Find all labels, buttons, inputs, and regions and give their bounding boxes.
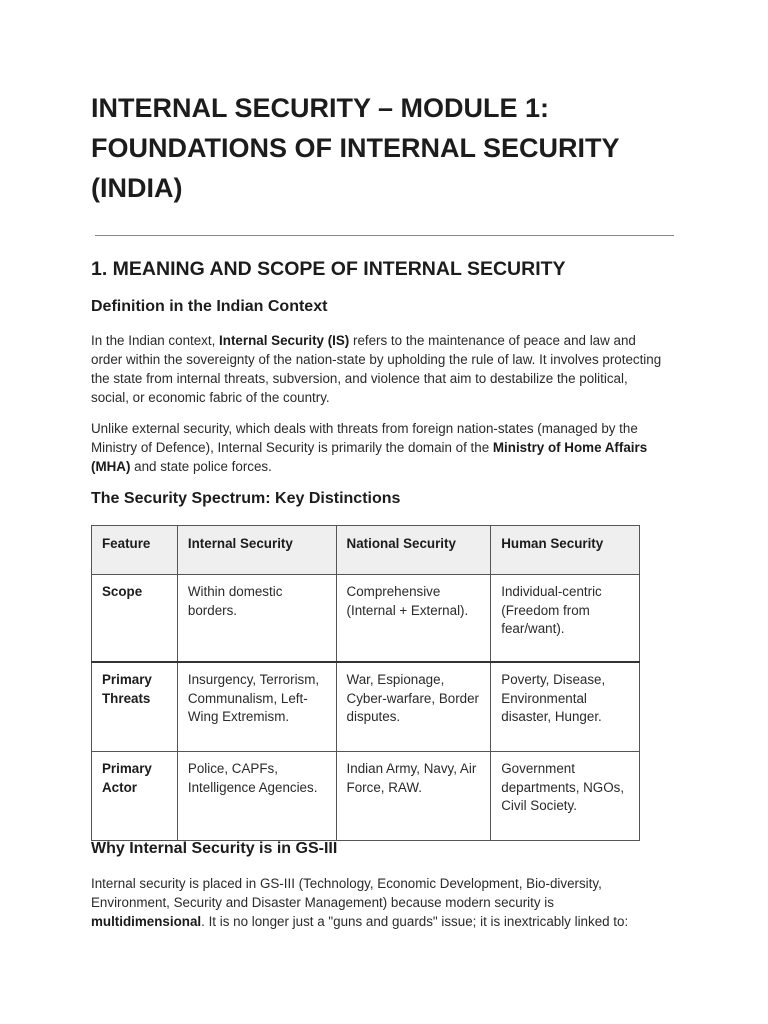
table-cell: Insurgency, Terrorism, Communalism, Left-Wing Extremism.: [177, 662, 336, 752]
table-cell: Comprehensive (Internal + External).: [336, 575, 491, 663]
table-cell: Indian Army, Navy, Air Force, RAW.: [336, 752, 491, 841]
table-row-label: Primary Actor: [92, 752, 178, 841]
table-header-cell: Internal Security: [177, 526, 336, 575]
text-segment: . It is no longer just a "guns and guards" issue; it is inextricably linked to:: [201, 914, 629, 929]
table-cell: Within domestic borders.: [177, 575, 336, 663]
definition-paragraph-2: [91, 419, 666, 476]
table-row-label: Scope: [92, 575, 178, 663]
security-spectrum-table: [91, 525, 640, 841]
text-segment: Internal security is placed in GS-III (Technology, Economic Development, Bio-diversity, Environment, Security and Disaster Management) because modern security is: [91, 876, 602, 910]
spectrum-heading: The Security Spectrum: Key Distinctions: [91, 490, 401, 507]
table-header-cell: National Security: [336, 526, 491, 575]
table-cell: Government departments, NGOs, Civil Society.: [491, 752, 640, 841]
table-header-row: [92, 526, 640, 575]
table-cell: Poverty, Disease, Environmental disaster, Hunger.: [491, 662, 640, 752]
text-segment: refers to the maintenance of peace and law and order within the sovereignty of the nation-state by upholding the rule of law. It involves protecting the state from internal threats, subversion, and violence that aim to destabilize the political, social, or economic fabric of the country.: [91, 333, 662, 405]
table-cell: Individual-centric (Freedom from fear/want).: [491, 575, 640, 663]
document-title: INTERNAL SECURITY – MODULE 1: FOUNDATIONS OF INTERNAL SECURITY (INDIA): [91, 93, 620, 203]
text-segment: and state police forces.: [130, 459, 272, 474]
bold-term: multidimensional: [91, 914, 202, 929]
table-row-label: Primary Threats: [92, 662, 178, 752]
table-header-cell: Human Security: [491, 526, 640, 575]
text-segment: Unlike external security, which deals with threats from foreign nation-states (managed by the Ministry of Defence), Internal Security is primarily the domain of the: [91, 421, 638, 455]
table-cell: War, Espionage, Cyber-warfare, Border disputes.: [336, 662, 491, 752]
bold-term: Ministry of Home Affairs (MHA): [91, 440, 648, 474]
gs3-paragraph: [91, 874, 666, 931]
table-header-cell: Feature: [92, 526, 178, 575]
table-row: [92, 752, 640, 841]
text-segment: In the Indian context,: [91, 333, 220, 348]
section-heading: 1. MEANING AND SCOPE OF INTERNAL SECURITY: [91, 258, 566, 280]
table-row: [92, 575, 640, 663]
bold-term: Internal Security (IS): [219, 333, 350, 348]
definition-paragraph-1: [91, 331, 666, 407]
horizontal-divider: [95, 235, 674, 236]
table-row: [92, 662, 640, 752]
definition-heading: Definition in the Indian Context: [91, 298, 328, 315]
gs3-heading: Why Internal Security is in GS-III: [91, 840, 338, 857]
table-cell: Police, CAPFs, Intelligence Agencies.: [177, 752, 336, 841]
